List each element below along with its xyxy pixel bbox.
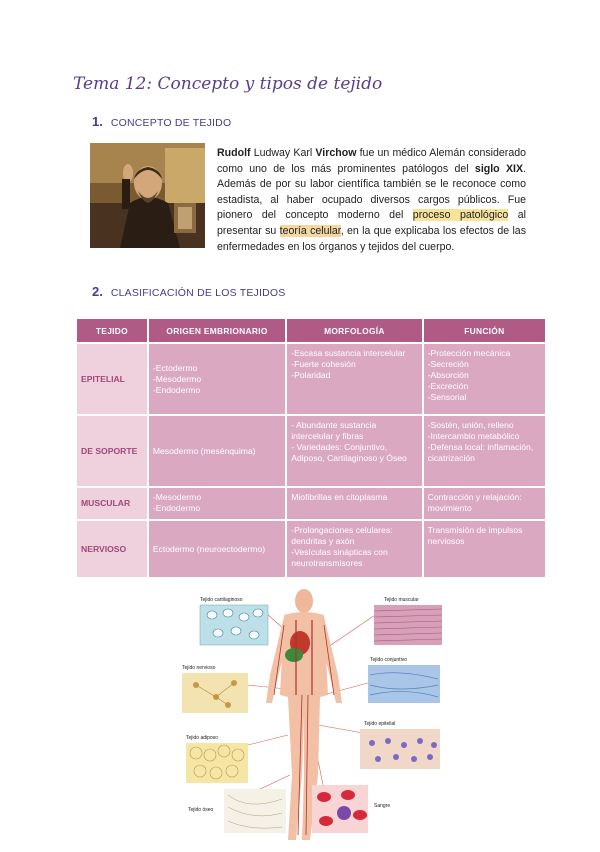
- label-nervioso: Tejido nervioso: [182, 665, 216, 671]
- cell-line: Contracción y relajación: movimiento: [427, 492, 522, 513]
- sangre-panel: [312, 785, 390, 833]
- cell-line: -Defensa local: inflamación, cicatrización: [427, 442, 534, 463]
- label-adiposo: Tejido adiposo: [186, 735, 218, 741]
- header-tejido: TEJIDO: [76, 318, 148, 343]
- origin-cell: [148, 520, 286, 578]
- table-row: [76, 415, 546, 487]
- label-cartilaginoso: Tejido cartilaginoso: [200, 597, 243, 603]
- nervioso-panel: [182, 665, 248, 713]
- virchow-portrait: [90, 143, 205, 248]
- section-label: CONCEPTO DE TEJIDO: [110, 117, 232, 129]
- cell-line: -Intercambio metabólico: [427, 431, 520, 441]
- cell-line: -Excreción: [427, 381, 469, 391]
- cartilaginoso-panel: [200, 597, 268, 645]
- morphology-cell: [286, 520, 422, 578]
- cell-line: -Polaridad: [291, 370, 331, 380]
- header-origen: ORIGEN EMBRIONARIO: [148, 318, 286, 343]
- morphology-cell: [286, 415, 422, 487]
- bio-name-last: Virchow: [315, 147, 357, 159]
- bio-text-4: , en la que explicaba los efectos de las enfermedades en los órganos y tejidos del cuerpo.: [217, 224, 526, 253]
- epitelial-panel: [360, 721, 440, 769]
- section-number: 2.: [92, 284, 103, 299]
- function-cell: [423, 487, 546, 520]
- cell-line: -Secreción: [427, 359, 469, 369]
- virchow-biography: [217, 146, 526, 255]
- oseo-panel: [188, 789, 286, 833]
- morphology-cell: [286, 487, 422, 520]
- section-heading-concepto: [92, 114, 231, 129]
- cell-line: -Sensorial: [427, 392, 467, 402]
- section-number: 1.: [92, 114, 103, 129]
- page-title: Tema 12: Concepto y tipos de tejido: [73, 74, 383, 94]
- cell-line: -Endodermo: [152, 384, 201, 395]
- cell-line: -Mesodermo: [152, 492, 202, 502]
- origin-cell: [148, 415, 286, 487]
- label-sangre: Sangre: [374, 803, 391, 809]
- cell-line: Transmisión de impulsos nerviosos: [427, 525, 523, 546]
- cell-line: -Ectodermo: [152, 362, 198, 373]
- tissue-name: NERVIOSO: [76, 520, 148, 578]
- muscular-panel: [374, 597, 442, 645]
- cell-line: -Fuerte cohesión: [291, 359, 356, 369]
- tissue-name: EPITELIAL: [76, 343, 148, 415]
- tissue-name: MUSCULAR: [76, 487, 148, 520]
- label-epitelial: Tejido epitelial: [364, 721, 396, 727]
- label-muscular: Tejido muscular: [384, 597, 419, 603]
- origin-cell: [148, 487, 286, 520]
- bio-name-middle: Ludway Karl: [250, 147, 316, 159]
- function-cell: [423, 415, 546, 487]
- cell-line: -Endodermo: [152, 503, 201, 513]
- cell-line: -Escasa sustancia intercelular: [291, 348, 406, 358]
- tissue-classification-table: [75, 317, 547, 579]
- label-oseo: Tejido óseo: [188, 807, 214, 813]
- highlight-proceso-patologico: proceso patológico: [412, 209, 509, 222]
- morphology-cell: [286, 343, 422, 415]
- cell-line: -Absorción: [427, 370, 469, 380]
- section-heading-clasificacion: [92, 284, 285, 299]
- function-cell: [423, 343, 546, 415]
- origin-cell: [148, 343, 286, 415]
- table-header-row: [76, 318, 546, 343]
- cell-line: -Prolongaciones celulares: dendritas y axón: [291, 525, 393, 546]
- cell-line: - Variedades: Conjuntivo, Adiposo, Cartilaginoso y Óseo: [291, 442, 407, 463]
- header-morfologia: MORFOLOGÍA: [286, 318, 422, 343]
- function-cell: [423, 520, 546, 578]
- cell-line: - Abundante sustancia intercelular y fibras: [291, 420, 377, 441]
- cell-line: -Protección mecánica: [427, 348, 511, 358]
- bio-text-1: fue un médico Alemán considerado como uno de los más prominentes patólogos del: [217, 147, 526, 175]
- table-row: [76, 520, 546, 578]
- table-row: [76, 343, 546, 415]
- table-row: [76, 487, 546, 520]
- header-funcion: FUNCIÓN: [423, 318, 546, 343]
- section-label: CLASIFICACIÓN DE LOS TEJIDOS: [110, 287, 286, 299]
- bio-text-2: . Además de por su labor científica también se le reconoce como estadista, al haber ocupado diversos cargos públicos. Fue pionero del concepto moderno del: [217, 162, 526, 222]
- adiposo-panel: [186, 735, 248, 783]
- cell-line: -Sostén, unión, relleno: [427, 420, 514, 430]
- bio-century: siglo XIX: [474, 162, 524, 175]
- cell-line: -Mesodermo: [152, 373, 202, 384]
- conjuntivo-panel: [368, 657, 440, 703]
- highlight-teoria-celular: teoría celular: [279, 224, 341, 237]
- cell-line: Mesodermo (mesénquima): [152, 445, 256, 456]
- cell-line: -Vesículas sinápticas con neurotransmisores: [291, 547, 388, 568]
- cell-line: Ectodermo (neuroectodermo): [152, 543, 266, 554]
- tissue-name: DE SOPORTE: [76, 415, 148, 487]
- cell-line: Miofibrillas en citoplasma: [291, 492, 388, 502]
- tissue-types-illustration: [178, 585, 460, 847]
- bio-text-3: al presentar su: [217, 209, 526, 237]
- bio-name-first: Rudolf: [217, 147, 251, 159]
- label-conjuntivo: Tejido conjuntivo: [370, 657, 407, 663]
